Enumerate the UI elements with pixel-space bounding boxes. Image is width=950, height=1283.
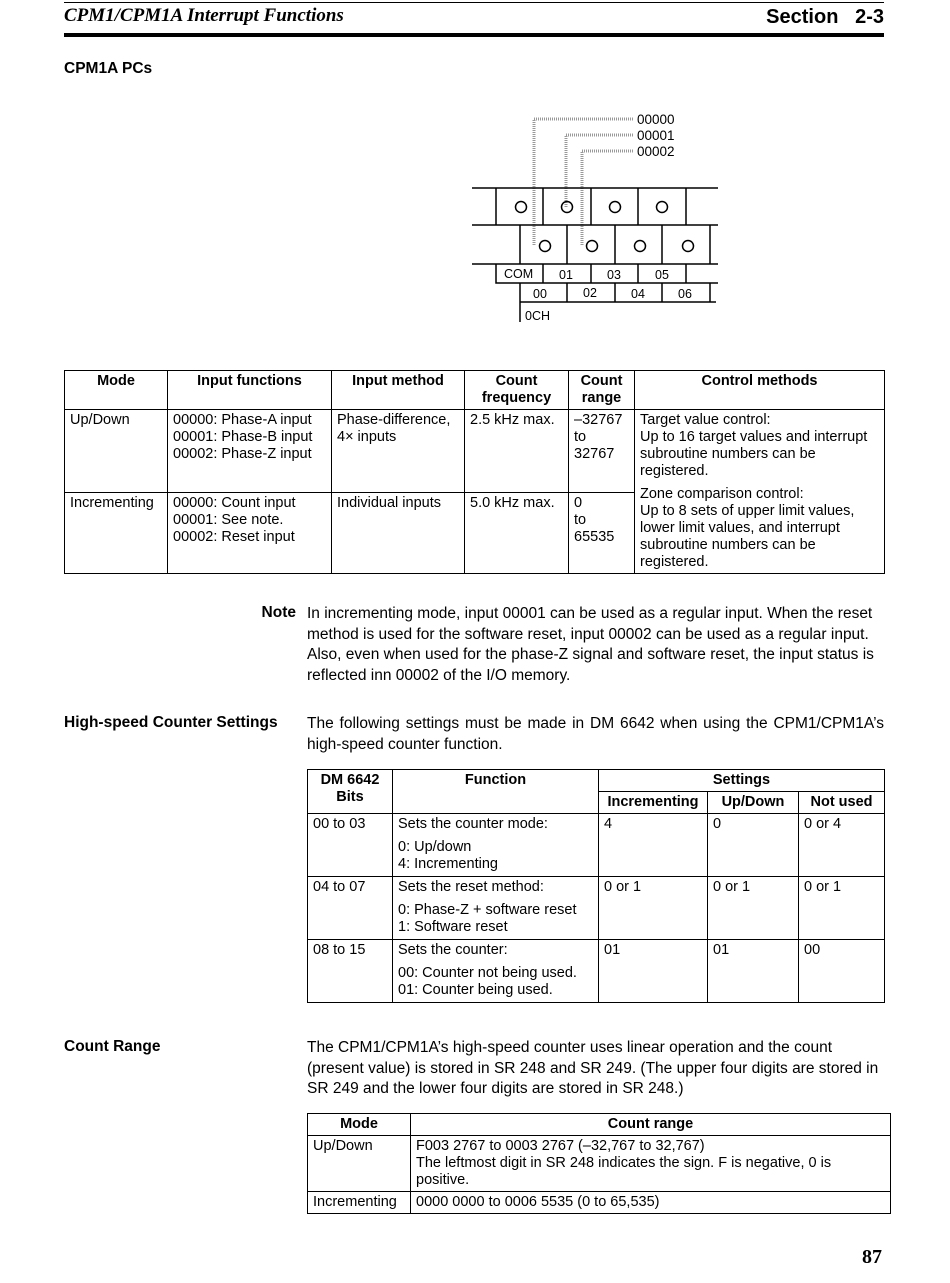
terminal-screw	[635, 241, 646, 252]
col-header-incrementing: Incrementing	[599, 792, 708, 814]
table-row	[308, 940, 885, 1003]
control-method-desc: Up to 16 target values and interrupt subroutine numbers can be registered.	[640, 429, 868, 479]
cell-incrementing: 0 or 1	[599, 877, 708, 940]
table-row	[308, 1136, 891, 1192]
function-option: 0: Phase-Z + software reset	[398, 902, 577, 918]
terminal-screw	[657, 202, 668, 213]
col-header-count-range: Count range	[569, 371, 635, 410]
cell-incrementing: 4	[599, 814, 708, 877]
cell-not-used: 0 or 1	[799, 877, 885, 940]
col-header-bits: DM 6642 Bits	[308, 770, 393, 814]
method-line: 4× inputs	[337, 429, 397, 445]
terminal-screw	[683, 241, 694, 252]
terminal-screw	[516, 202, 527, 213]
cell-function	[393, 877, 599, 940]
cell-mode: Incrementing	[65, 493, 168, 574]
header-top-rule	[64, 2, 884, 3]
cell-count-range	[411, 1192, 891, 1214]
table-row	[308, 1192, 891, 1214]
col-header-input-method: Input method	[332, 371, 465, 410]
cell-count-range	[569, 493, 635, 574]
count-range-label: Count Range	[64, 1038, 161, 1055]
range-line: The leftmost digit in SR 248 indicates the sign. F is negative, 0 is positive.	[416, 1155, 832, 1188]
terminal-label-04: 04	[631, 287, 645, 301]
function-title: Sets the reset method:	[398, 879, 544, 895]
section-number: 2-3	[855, 6, 884, 28]
col-header-updown: Up/Down	[708, 792, 799, 814]
function-title: Sets the counter:	[398, 942, 508, 958]
cell-control-methods	[635, 410, 885, 574]
cell-mode: Up/Down	[65, 410, 168, 493]
subheading: CPM1A PCs	[64, 60, 153, 77]
terminal-block-diagram	[470, 108, 730, 330]
cell-bits: 08 to 15	[308, 940, 393, 1003]
col-header-mode: Mode	[65, 371, 168, 410]
callout-label-00001: 00001	[637, 128, 675, 143]
cell-count-range	[569, 410, 635, 493]
function-title: Sets the counter mode:	[398, 816, 548, 832]
cell-input-functions	[168, 410, 332, 493]
terminal-label-03: 03	[607, 268, 621, 282]
section-label	[766, 6, 884, 29]
range-line: to	[574, 429, 587, 445]
terminal-label-01: 01	[559, 268, 573, 282]
col-header-input-functions: Input functions	[168, 371, 332, 410]
hs-settings-text: The following settings must be made in DM 6642 when using the CPM1/CPM1A’s high-speed counter function.	[307, 715, 884, 753]
control-method-title: Target value control:	[640, 412, 771, 428]
dm6642-settings-table	[307, 769, 885, 1003]
hs-settings-label: High-speed Counter Settings	[64, 714, 278, 731]
col-header-not-used: Not used	[799, 792, 885, 814]
cell-input-functions	[168, 493, 332, 574]
col-header-mode: Mode	[308, 1114, 411, 1136]
function-line: 00000: Count input	[173, 495, 296, 511]
cell-mode: Incrementing	[308, 1192, 411, 1214]
terminal-label-05: 05	[655, 268, 669, 282]
method-line: Individual inputs	[337, 495, 441, 511]
function-line: 00001: Phase-B input	[173, 429, 313, 445]
col-header-count-range: Count range	[411, 1114, 891, 1136]
cell-updown: 0 or 1	[708, 877, 799, 940]
terminal-label-00: 00	[533, 287, 547, 301]
table-row	[308, 814, 885, 877]
count-range-table	[307, 1113, 891, 1214]
function-line: 00002: Reset input	[173, 529, 295, 545]
table-header-row	[308, 770, 885, 792]
col-header-function: Function	[393, 770, 599, 814]
cell-bits: 00 to 03	[308, 814, 393, 877]
range-line: 0	[574, 495, 583, 511]
control-method-title: Zone comparison control:	[640, 486, 804, 502]
table-row	[65, 410, 885, 493]
note-text: In incrementing mode, input 00001 can be used as a regular input. When the reset method is used for the software reset, input 00002 can be used as a regular input. Also, even when used for the phase-Z signal and software reset, the input status is reflected inn 00002 of the I/O memory.	[307, 605, 874, 684]
cell-count-frequency: 5.0 kHz max.	[465, 493, 569, 574]
cell-count-frequency: 2.5 kHz max.	[465, 410, 569, 493]
cell-not-used: 0 or 4	[799, 814, 885, 877]
cell-input-method	[332, 410, 465, 493]
terminal-screw	[540, 241, 551, 252]
callout-label-00000: 00000	[637, 112, 675, 127]
page-number: 87	[862, 1246, 882, 1268]
terminal-label-06: 06	[678, 287, 692, 301]
table-row	[308, 877, 885, 940]
terminal-label-02: 02	[583, 286, 597, 300]
terminal-label-com: COM	[504, 267, 534, 281]
high-speed-counter-modes-table	[64, 370, 885, 574]
function-option: 0: Up/down	[398, 839, 472, 855]
cell-count-range	[411, 1136, 891, 1192]
function-option: 1: Software reset	[398, 919, 508, 935]
count-range-text: The CPM1/CPM1A’s high-speed counter uses linear operation and the count (present value) is stored in SR 248 and SR 249. (The upper four digits are stored in SR 249 and the lower four digits are stored in SR 248.)	[307, 1039, 879, 1097]
control-method-desc: Up to 8 sets of upper limit values, lower limit values, and interrupt subroutine numbers can be registered.	[640, 503, 855, 570]
table-header-row	[65, 371, 885, 410]
table-header-row	[308, 1114, 891, 1136]
page-header-title: CPM1/CPM1A Interrupt Functions	[64, 5, 344, 26]
header-bottom-rule	[64, 33, 884, 37]
callout-label-00002: 00002	[637, 144, 675, 159]
range-line: F003 2767 to 0003 2767 (–32,767 to 32,767)	[416, 1138, 705, 1154]
range-line: –32767	[574, 412, 623, 428]
cell-incrementing: 01	[599, 940, 708, 1003]
range-line: 0000 0000 to 0006 5535 (0 to 65,535)	[416, 1194, 660, 1210]
col-header-count-frequency: Count frequency	[465, 371, 569, 410]
function-option: 01: Counter being used.	[398, 982, 553, 998]
col-header-control-methods: Control methods	[635, 371, 885, 410]
function-line: 00002: Phase-Z input	[173, 446, 312, 462]
function-line: 00001: See note.	[173, 512, 284, 528]
callout-line-00002	[582, 151, 633, 246]
range-line: 32767	[574, 446, 615, 462]
cell-updown: 0	[708, 814, 799, 877]
terminal-screw	[587, 241, 598, 252]
cell-not-used: 00	[799, 940, 885, 1003]
range-line: 65535	[574, 529, 615, 545]
cell-updown: 01	[708, 940, 799, 1003]
function-line: 00000: Phase-A input	[173, 412, 312, 428]
note-label: Note	[261, 604, 296, 621]
terminal-screw	[610, 202, 621, 213]
range-line: to	[574, 512, 587, 528]
function-option: 00: Counter not being used.	[398, 965, 577, 981]
callout-line-00001	[566, 135, 633, 208]
col-header-settings: Settings	[599, 770, 885, 792]
cell-input-method	[332, 493, 465, 574]
method-line: Phase-difference,	[337, 412, 451, 428]
cell-function	[393, 940, 599, 1003]
cell-bits: 04 to 07	[308, 877, 393, 940]
section-word: Section	[766, 6, 839, 28]
channel-label: 0CH	[525, 309, 551, 323]
function-option: 4: Incrementing	[398, 856, 498, 872]
cell-function	[393, 814, 599, 877]
cell-mode: Up/Down	[308, 1136, 411, 1192]
